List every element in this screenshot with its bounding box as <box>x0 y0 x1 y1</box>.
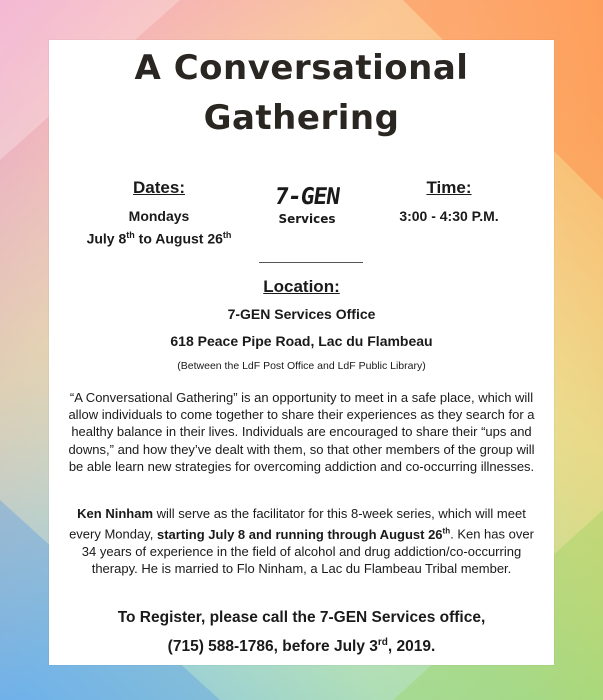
location-address: 618 Peace Pipe Road, Lac du Flambeau <box>170 333 433 349</box>
title-line-2: Gathering <box>203 98 400 138</box>
facilitator-dates: starting July 8 and running through August 26th <box>157 526 451 542</box>
location-heading: Location: <box>263 277 340 296</box>
seven-gen-logo <box>261 184 353 226</box>
dates-day: Mondays <box>128 208 190 224</box>
location-name: 7-GEN Services Office <box>227 306 376 322</box>
logo-sub-text: Services <box>278 212 336 226</box>
time-value: 3:00 - 4:30 P.M. <box>399 208 499 224</box>
register-line-2: (715) 588-1786, before July 3rd, 2019. <box>167 637 436 656</box>
flyer-page <box>49 40 554 665</box>
dates-block <box>64 207 254 249</box>
location-note: (Between the LdF Post Office and LdF Public Library) <box>177 360 426 372</box>
divider-line <box>259 262 363 263</box>
dates-range: July 8th to August 26th <box>86 230 232 247</box>
description-paragraph: “A Conversational Gathering” is an opportunity to meet in a safe place, which will allow individuals to come together to share their experiences as they search for a healthy balance in their lives. Individuals are encouraged to share their “ups and downs,” and how they’ve dealt with them, so that other members of the group will be able learn new strategies for overcoming addiction and co-occurring illnesses. <box>68 390 535 474</box>
logo-main-text: 7-GEN <box>273 184 341 210</box>
facilitator-name: Ken Ninham <box>77 506 154 521</box>
register-line-1: To Register, please call the 7-GEN Services office, <box>117 609 486 626</box>
title-line-1: A Conversational <box>134 48 469 88</box>
time-heading: Time: <box>426 178 472 197</box>
dates-heading: Dates: <box>133 178 185 197</box>
facilitator-paragraph: Ken Ninham will serve as the facilitator for this 8-week series, which will meet every Monday, starting July 8 and running through August 26th. Ken has over 34 years of experience in the field of alcohol and drug addiction/co-occurring therapy. He is married to Flo Ninham, a Lac du Flambeau Tribal member. <box>69 506 534 576</box>
